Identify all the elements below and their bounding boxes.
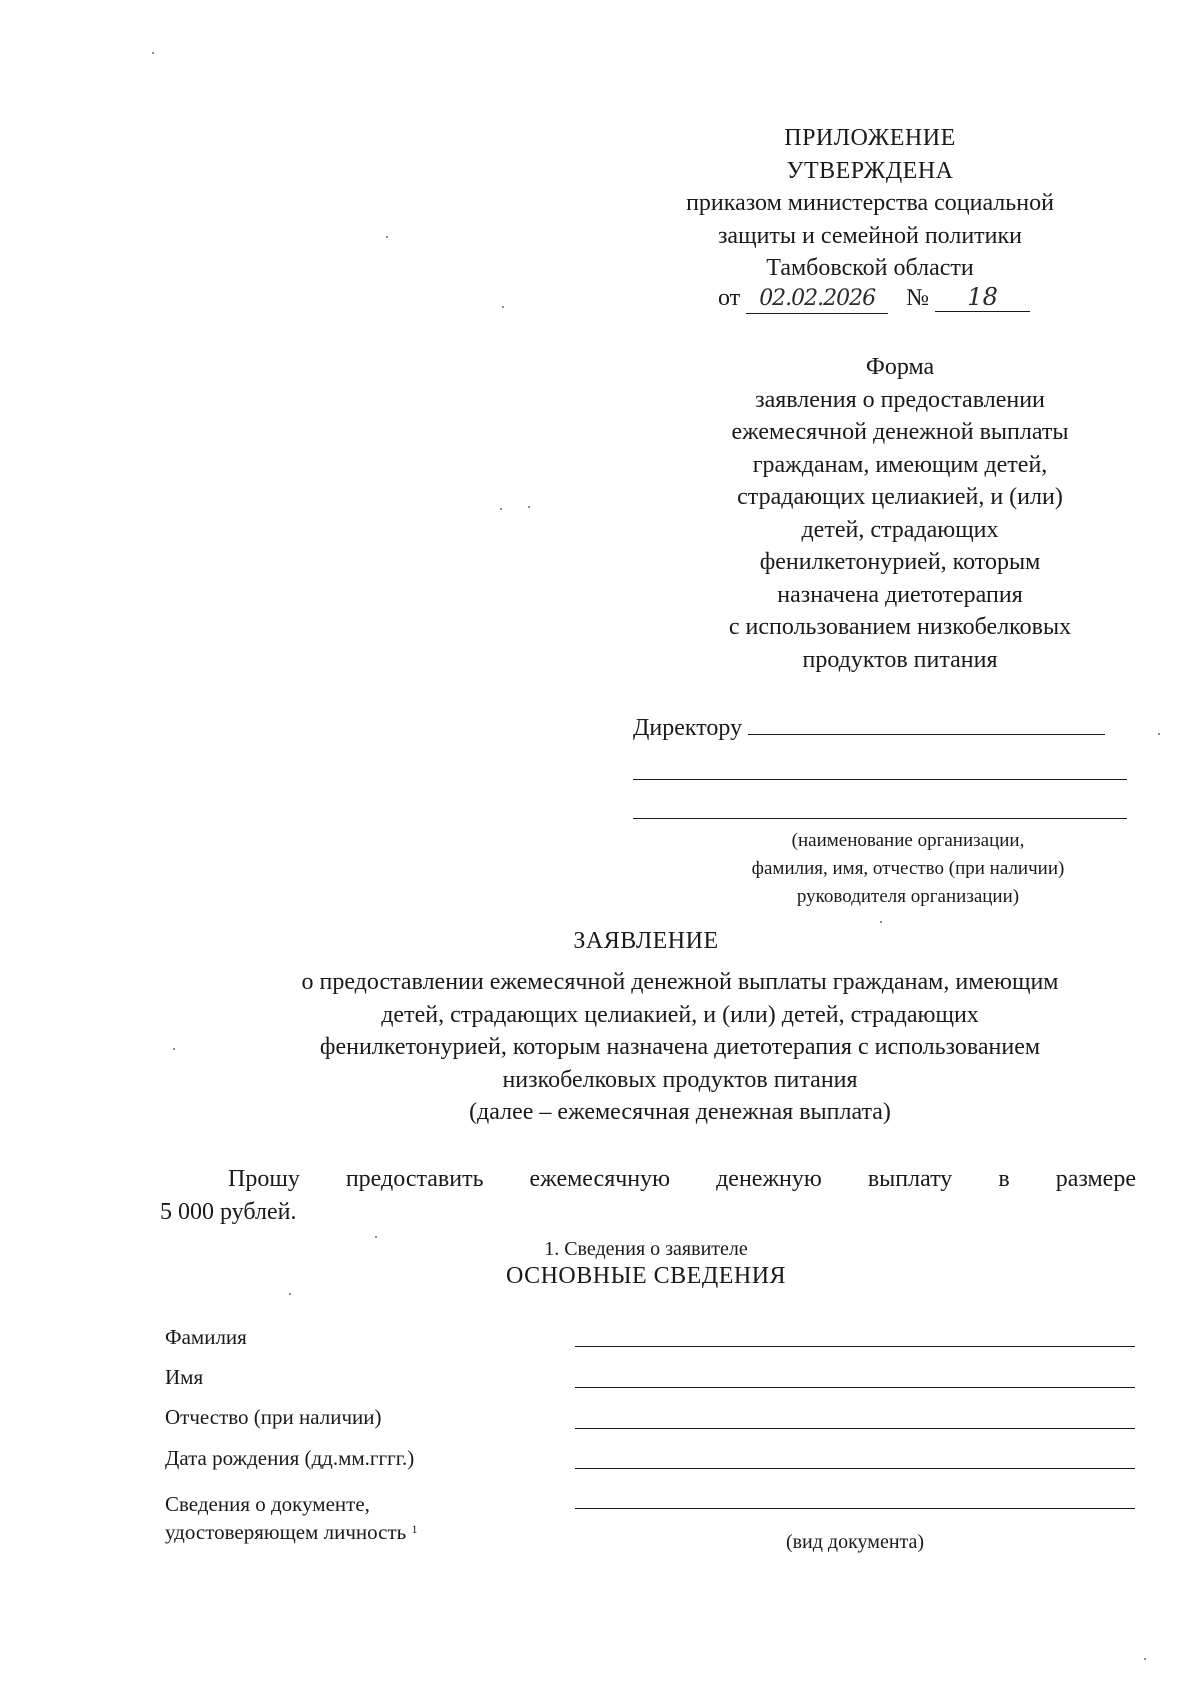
form-title-line: гражданам, имеющим детей, [752, 451, 1048, 478]
appendix-heading: ПРИЛОЖЕНИЕ [784, 125, 956, 151]
order-date-handwritten: 02.02.2026 [746, 285, 888, 314]
approval-line: Тамбовской области [766, 255, 974, 281]
statement-line: низкобелковых продуктов питания [502, 1066, 858, 1093]
request-word: Прошу [228, 1166, 300, 1192]
order-from-label: от [718, 285, 741, 311]
document-type-field[interactable] [575, 1508, 1135, 1509]
organization-caption [693, 827, 1123, 911]
identity-doc-label-line: Сведения о документе, [165, 1492, 370, 1516]
scan-speck [386, 236, 388, 238]
director-fill-line[interactable] [748, 712, 1105, 735]
scan-speck [289, 1293, 291, 1295]
form-title-line: ежемесячной денежной выплаты [731, 419, 1069, 445]
request-amount: 5 000 рублей. [160, 1198, 297, 1225]
scan-speck [502, 306, 504, 308]
request-word: предоставить [345, 1166, 484, 1192]
form-title-line: с использованием низкобелковых [728, 614, 1072, 640]
order-date-number [718, 283, 1030, 314]
organization-fill-line[interactable] [633, 779, 1127, 780]
order-number-handwritten: 18 [935, 283, 1030, 312]
scan-speck [500, 508, 502, 510]
statement-line: детей, страдающих целиакией, и (или) детей, страдающих [381, 1001, 979, 1028]
director-label: Директору [633, 715, 743, 741]
patronymic-label: Отчество (при наличии) [165, 1405, 382, 1429]
surname-field[interactable] [575, 1346, 1135, 1347]
form-title-line: страдающих целиакией, и (или) [737, 484, 1063, 510]
approved-heading: УТВЕРЖДЕНА [786, 157, 954, 184]
request-word: выплату [867, 1166, 953, 1192]
surname-label: Фамилия [165, 1325, 247, 1349]
scan-speck [1158, 733, 1160, 735]
form-title-line: продуктов питания [802, 646, 998, 673]
name-field[interactable] [575, 1387, 1135, 1388]
scan-speck [375, 1236, 377, 1238]
form-title-line: заявления о предоставлении [755, 386, 1045, 413]
approval-line: защиты и семейной политики [717, 222, 1023, 249]
request-paragraph [160, 1163, 1136, 1228]
request-word: денежную [716, 1166, 822, 1192]
form-title-block [660, 351, 1140, 676]
name-label: Имя [165, 1365, 204, 1389]
statement-line: о предоставлении ежемесячной денежной выплаты гражданам, имеющим [301, 969, 1059, 995]
statement-subject [220, 966, 1140, 1129]
footnote-mark: 1 [411, 1522, 418, 1536]
identity-doc-label [165, 1490, 417, 1546]
identity-doc-label-text: удостоверяющем личность [165, 1520, 407, 1544]
birth-date-label: Дата рождения (дд.мм.гггг.) [165, 1446, 415, 1470]
scan-speck [880, 921, 882, 923]
form-title-line: назначена диетотерапия [777, 581, 1023, 608]
caption-line: руководителя организации) [796, 886, 1020, 907]
caption-line: фамилия, имя, отчество (при наличии) [751, 858, 1065, 879]
approval-line: приказом министерства социальной [686, 190, 1054, 216]
request-word: в [998, 1166, 1010, 1192]
patronymic-field[interactable] [575, 1428, 1135, 1429]
caption-line: (наименование организации, [791, 830, 1025, 851]
form-title-line: Форма [865, 354, 935, 380]
organization-fill-line[interactable] [633, 818, 1127, 819]
document-type-caption: (вид документа) [785, 1531, 925, 1553]
request-line [160, 1163, 1136, 1196]
statement-line: (далее – ежемесячная денежная выплата) [469, 1099, 891, 1125]
director-addressee [633, 712, 1105, 742]
statement-heading: ЗАЯВЛЕНИЕ [573, 928, 719, 954]
form-title-line: детей, страдающих [801, 516, 999, 543]
approval-block [640, 122, 1100, 285]
section-title: 1. Сведения о заявителе [544, 1238, 748, 1260]
form-title-line: фенилкетонурией, которым [759, 549, 1041, 575]
birth-date-field[interactable] [575, 1468, 1135, 1469]
identity-doc-label-line [165, 1518, 417, 1546]
section-subtitle: ОСНОВНЫЕ СВЕДЕНИЯ [505, 1263, 787, 1289]
scan-speck [152, 52, 154, 54]
order-number-label: № [906, 285, 930, 311]
request-word: размере [1055, 1166, 1136, 1192]
statement-line: фенилкетонурией, которым назначена диетотерапия с использованием [319, 1034, 1041, 1060]
scan-speck [173, 1048, 175, 1050]
request-word: ежемесячную [529, 1166, 671, 1192]
scan-speck [528, 506, 530, 508]
scan-speck [1144, 1658, 1146, 1660]
